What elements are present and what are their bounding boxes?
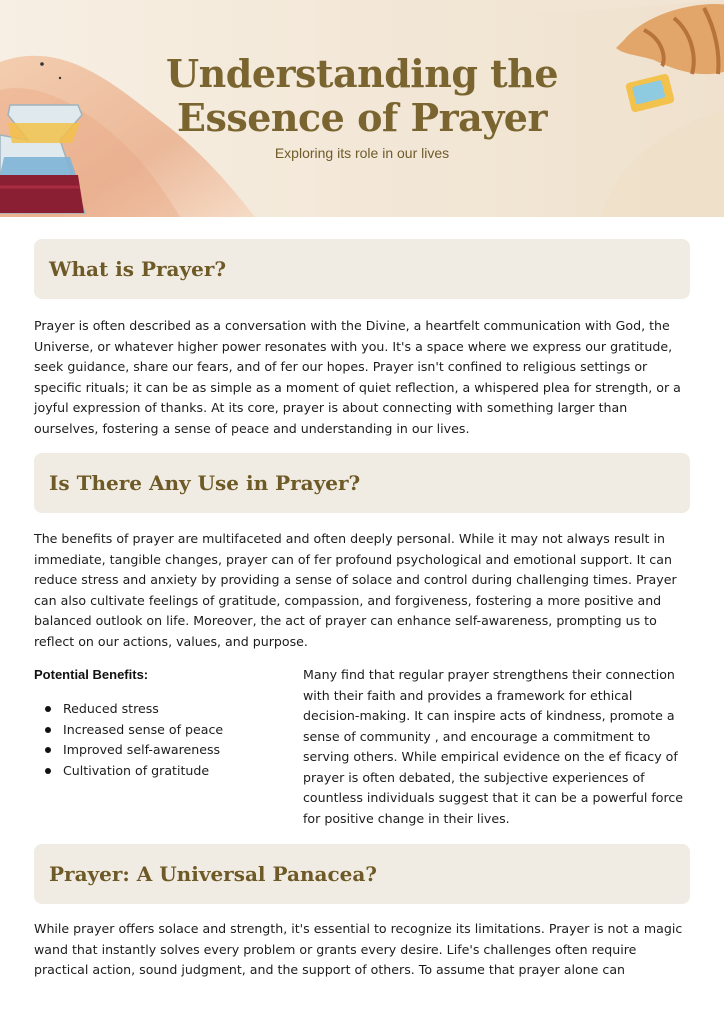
list-item: Improved self-awareness (34, 740, 284, 761)
section-header-universal-panacea (34, 844, 690, 904)
benefits-heading: Potential Benefits: (34, 667, 149, 682)
section-heading: What is Prayer? (49, 257, 227, 281)
section-body-what-is-prayer: Prayer is often described as a conversation with the Divine, a heartfelt communication with God, the Universe, or whatever higher power resonates with you. It's a space where we express our gratitude, seek guidance, share our fears, and of fer our hopes. Prayer isn't confined to religious settings or specific rituals; it can be as simple as a moment of quiet reflection, a whispered plea for strength, or a joyful expression of thanks. At its core, prayer is about connecting with something larger than ourselves, fostering a sense of peace and understanding in our lives. (34, 318, 681, 436)
page-title-line1: Understanding the (165, 51, 559, 96)
section-heading: Prayer: A Universal Panacea? (49, 862, 378, 886)
section-body-use-in-prayer: The benefits of prayer are multifaceted and often deeply personal. While it may not always result in immediate, tangible changes, prayer can of fer profound psychological and emotional support. It can reduce stress and anxiety by providing a sense of solace and control during challenging times. Prayer can also cultivate feelings of gratitude, compassion, and forgiveness, fostering a more positive and balanced outlook on life. Moreover, the act of prayer can enhance self-awareness, prompting us to reflect on our actions, values, and purpose. (34, 531, 677, 649)
section-header-what-is-prayer (34, 239, 690, 299)
side-column-text: Many find that regular prayer strengthens their connection with their faith and provides a framework for ethical decision-making. It can inspire acts of kindness, promote a sense of community , and encourage a commitment to serving others. While empirical evidence on the ef ficacy of prayer is often debated, the subjective experiences of countless individuals suggest that it can be a powerful force for positive change in their lives. (303, 667, 684, 826)
page-title-line2: Essence of Prayer (176, 95, 547, 140)
list-item: Cultivation of gratitude (34, 761, 284, 782)
page-subtitle: Exploring its role in our lives (274, 145, 450, 161)
page-title (0, 52, 724, 140)
header-banner (0, 0, 724, 217)
bullet-icon (45, 768, 51, 774)
bullet-icon (45, 706, 51, 712)
section-heading: Is There Any Use in Prayer? (49, 471, 361, 495)
section-body-universal-panacea: While prayer offers solace and strength, it's essential to recognize its limitations. Prayer is not a magic wand that instantly solves every problem or grants every desire. Life's challenges often require practical action, sound judgment, and the support of others. To assume that prayer alone can (34, 921, 683, 977)
benefits-list (34, 699, 284, 781)
bullet-icon (45, 727, 51, 733)
list-item: Reduced stress (34, 699, 284, 720)
benefits-list-block (34, 665, 284, 781)
bullet-icon (45, 747, 51, 753)
section-header-use-in-prayer (34, 453, 690, 513)
list-item: Increased sense of peace (34, 720, 284, 741)
